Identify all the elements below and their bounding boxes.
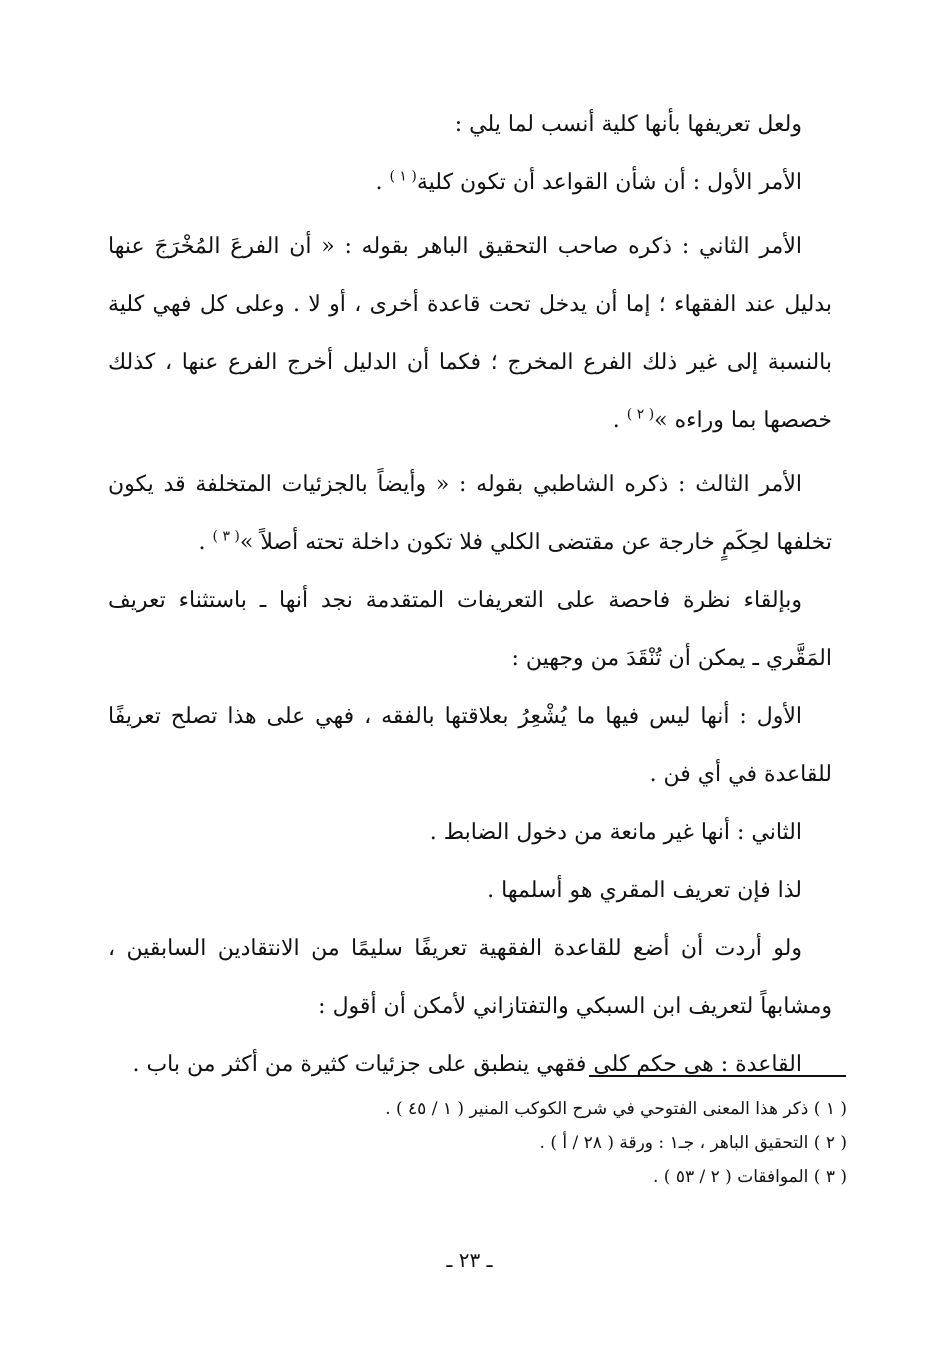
paragraph-first-matter [108,154,832,212]
footnote-1: ( ١ ) ذكر هذا المعنى الفتوحي في شرح الكوكب المنير ( ١ / ٤٥ ) . [385,1099,847,1119]
paragraph-conclusion-text: لذا فإن تعريف المقري هو أسلمها . [487,878,802,903]
paragraph-first-critique [108,688,832,804]
paragraph-second-matter-end: . [612,408,627,433]
paragraph-third-matter-text: الأمر الثالث : ذكره الشاطبي بقوله : « وأيضاً بالجزئيات المتخلفة قد يكون تخلفها لحِكَمٍ خارجة عن مقتضى الكلي فلا تكون داخلة تحته أصلاً » [108,472,832,555]
footnote-ref-2: ( ٢ ) [626,406,655,423]
footnotes [247,1092,847,1194]
paragraph-first-matter-text: الأمر الأول : أن شأن القواعد أن تكون كلية [416,170,802,195]
paragraph-definition-text: القاعدة : هي حكم كلي فقهي ينطبق على جزئيات كثيرة من أكثر من باب . [132,1052,802,1077]
footnote-3: ( ٣ ) الموافقات ( ٢ / ٥٣ ) . [652,1167,847,1187]
paragraph-second-matter-text: الأمر الثاني : ذكره صاحب التحقيق الباهر بقوله : « أن الفرعَ المُخْرَجَ عنها بدليل عند الفقهاء ؛ إما أن يدخل تحت قاعدة أخرى ، أو لا . وعلى كل فهي كلية بالنسبة إلى غير ذلك الفرع المخرج ؛ فكما أن الدليل أخرج الفرع عنها ، كذلك خصصها بما وراءه » [108,234,832,433]
footnote-ref-3: ( ٣ ) [212,528,240,545]
paragraph-third-matter [108,456,832,572]
paragraph-conclusion [108,862,832,920]
paragraph-critique-intro-text: وبإلقاء نظرة فاحصة على التعريفات المتقدمة نجد أنها ـ باستثناء تعريف المَقَّري ـ يمكن أن تُنْقَدَ من وجهين : [108,588,832,671]
paragraph-proposal [108,920,832,1036]
paragraph-first-matter-end: . [375,170,390,195]
footnote-ref-1: ( ١ ) [389,168,417,185]
paragraph-first-critique-text: الأول : أنها ليس فيها ما يُشْعِرُ بعلاقتها بالفقه ، فهي على هذا تصلح تعريفًا للقاعدة في أي فن . [108,704,832,787]
paragraph-second-matter [108,218,832,450]
paragraph-critique-intro [108,572,832,688]
paragraph-intro-text: ولعل تعريفها بأنها كلية أنسب لما يلي : [454,112,802,137]
paragraph-second-critique [108,804,832,862]
paragraph-intro [108,96,832,154]
main-text [108,96,832,1094]
paragraph-third-matter-end: . [198,530,213,555]
paragraph-proposal-text: ولو أردت أن أضع للقاعدة الفقهية تعريفًا سليمًا من الانتقادين السابقين ، ومشابهاً لتعريف ابن السبكي والتفتازاني لأمكن أن أقول : [108,936,832,1019]
paragraph-second-critique-text: الثاني : أنها غير مانعة من دخول الضابط . [429,820,802,845]
footnote-divider [589,1075,846,1077]
footnote-2: ( ٢ ) التحقيق الباهر ، جـ١ : ورقة ( ٢٨ / أ ) . [539,1133,847,1153]
paragraph-definition [108,1036,832,1094]
page-number: ـ ٢٣ ـ [446,1248,493,1272]
